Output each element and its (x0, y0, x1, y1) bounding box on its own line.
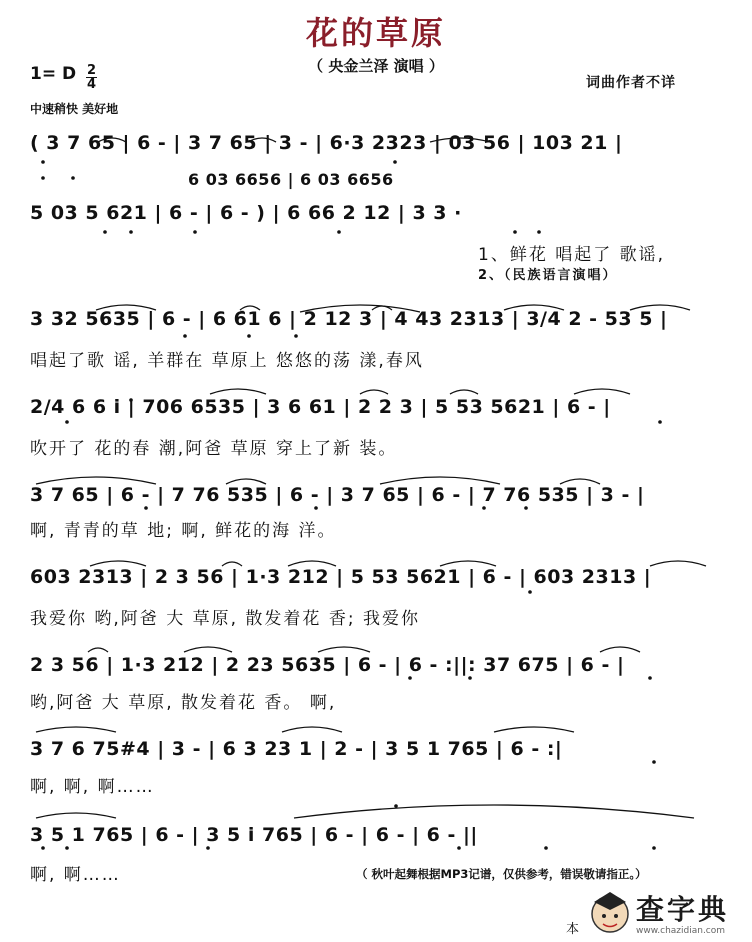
lyric-verse-2: 2、（民族语言演唱） (478, 268, 618, 283)
melody-line-3: 3 32 5635 | 6 - | 6 6̇1 6 | 2 12 3 | 4 43 2313 | 3/4 2 - 53 5 | (30, 308, 668, 330)
melody-line-9: 3 5 1 765 | 6 - | 3 5 i 765 | 6 - | 6 - | 6 - || (30, 824, 478, 846)
lyric-line-3: 唱起了歌 谣, 羊群在 草原上 悠悠的荡 漾,春风 (30, 351, 424, 371)
melody-line-1: ( 3 7 65 | 6 - | 3 7 65 | 3 - | 6·3 2323 | 03 56 | 103 21 | (30, 132, 623, 154)
time-numerator: 2 (86, 63, 97, 78)
author-credit: 词曲作者不详 (586, 75, 676, 91)
lyric-line-6: 我爱你 哟,阿爸 大 草原, 散发着花 香; 我爱你 (30, 609, 420, 629)
time-signature (86, 64, 97, 91)
tempo-marking: 中速稍快 美好地 (30, 102, 119, 116)
melody-line-5: 3 7 65 | 6 - | 7 76 535 | 6 - | 3 7 65 | 6 - | 7 76 535 | 3 - | (30, 484, 645, 506)
melody-line-upper-voice: 6 03 6656 | 6 03 6656 (188, 170, 394, 189)
lyric-line-9: 啊, 啊…… (30, 865, 121, 885)
singer-credit: （ 央金兰泽 演唱 ） (308, 57, 444, 75)
melody-line-7: 2 3 56 | 1·3 212 | 2 23 5635 | 6 - | 6 - :||: 37 675 | 6 - | (30, 654, 625, 676)
time-denominator: 4 (86, 77, 97, 92)
lyric-line-4: 吹开了 花的春 潮,阿爸 草原 穿上了新 装。 (30, 439, 398, 459)
site-logo-url: www.chazidian.com (636, 926, 726, 936)
key-signature: 1= D (30, 64, 77, 84)
site-logo-text: 查字典 (636, 893, 730, 926)
lyric-verse-1: 1、鲜花 唱起了 歌谣, (478, 245, 666, 265)
melody-line-4: 2/4 6 6 i | 706 6535 | 3 6 61 | 2 2 3 | 5 53 5621 | 6 - | (30, 396, 611, 418)
lyric-line-5: 啊, 青青的草 地; 啊, 鲜花的海 洋。 (30, 521, 337, 541)
lyric-line-8: 啊, 啊, 啊…… (30, 777, 155, 797)
transcription-footnote: （ 秋叶起舞根据MP3记谱，仅供参考，错误敬请指正。） (356, 867, 647, 881)
song-title: 花的草原 (305, 14, 446, 52)
lyric-line-7: 哟,阿爸 大 草原, 散发着花 香。 啊, (30, 693, 337, 713)
melody-line-8: 3 7 6 75#4 | 3 - | 6 3 23 1 | 2 - | 3 5 1 765 | 6 - :| (30, 738, 563, 760)
melody-line-6: 603 2313 | 2 3 56 | 1·3 212 | 5 53 5621 | 6 - | 603 2313 | (30, 566, 652, 588)
melody-line-2: 5 03 5 621 | 6 - | 6 - ) | 6 66 2 12 | 3 3 · (30, 202, 462, 224)
watermark-partial-text: 本 (566, 922, 580, 937)
